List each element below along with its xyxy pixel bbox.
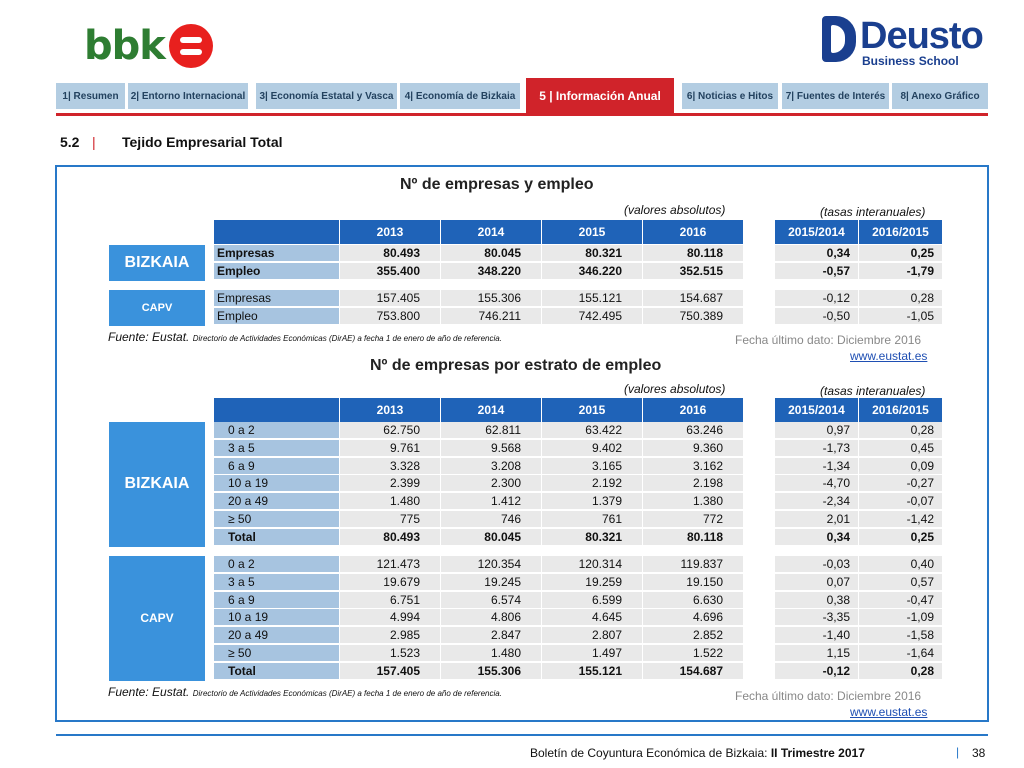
table2-cell-rate: -0,03 <box>775 556 859 573</box>
table1-region-bizkaia: BIZKAIA <box>109 245 205 281</box>
table2-header-blank <box>214 398 340 422</box>
table1-cell-value: 154.687 <box>643 290 744 307</box>
table2-cell-rate: -2,34 <box>775 493 859 510</box>
table2-cell-value: 746 <box>441 511 542 528</box>
table2-cell-rate: -1,58 <box>859 627 943 644</box>
table2-cell-value: 9.568 <box>441 440 542 457</box>
table2-cell-value: 63.422 <box>542 422 643 439</box>
table2-cell-rate: -1,40 <box>775 627 859 644</box>
deusto-logo-subtitle: Business School <box>862 54 959 68</box>
deusto-d-icon <box>822 16 856 62</box>
table2-rate-row <box>775 645 943 662</box>
table2-row-label: ≥ 50 <box>214 645 340 662</box>
table2-cell-value: 4.645 <box>542 609 643 626</box>
table1-eustat-link[interactable]: www.eustat.es <box>850 349 928 363</box>
table2-rate-row <box>775 440 943 457</box>
table2-row <box>214 663 744 680</box>
table2-cell-rate: 0,09 <box>859 458 943 475</box>
footer-quarter: II Trimestre 2017 <box>770 746 865 760</box>
table2-header-years <box>214 398 744 422</box>
table2-row <box>214 493 744 510</box>
table2-cell-value: 6.630 <box>643 592 744 609</box>
table2-cell-value: 63.246 <box>643 422 744 439</box>
table2-row-label: ≥ 50 <box>214 511 340 528</box>
table2-row-label: 3 a 5 <box>214 440 340 457</box>
table2-row <box>214 574 744 591</box>
table1-cell-rate: 0,34 <box>775 245 859 262</box>
table2-cell-value: 2.807 <box>542 627 643 644</box>
table2-cell-rate: -1,73 <box>775 440 859 457</box>
table2-row-label: Total <box>214 663 340 680</box>
table1-cell-rate: -0,12 <box>775 290 859 307</box>
table2-cell-value: 120.314 <box>542 556 643 573</box>
table2-cell-value: 772 <box>643 511 744 528</box>
table2-cell-value: 1.380 <box>643 493 744 510</box>
table1-header-year: 2015 <box>542 220 643 244</box>
table1-header-rates <box>775 220 943 244</box>
table2-source-detail: Directorio de Actividades Económicas (DirAE) a fecha 1 de enero de año de referencia. <box>192 689 502 698</box>
table1-row <box>214 290 744 307</box>
nav-tab-3[interactable]: 3| Economía Estatal y Vasca <box>256 83 397 109</box>
bbk-logo-text: bbk <box>84 23 165 69</box>
table2-rate-row <box>775 511 943 528</box>
table2-cell-rate: -4,70 <box>775 475 859 492</box>
table2-row <box>214 556 744 573</box>
table1-row-label: Empleo <box>214 263 340 280</box>
table1-header-year: 2014 <box>441 220 542 244</box>
table2-cell-rate: -0,12 <box>775 663 859 680</box>
table2-cell-value: 6.751 <box>340 592 441 609</box>
nav-tab-7[interactable]: 7| Fuentes de Interés <box>782 83 889 109</box>
table1-cell-rate: 0,28 <box>859 290 943 307</box>
table1-cell-value: 746.211 <box>441 308 542 325</box>
table2-rate-row <box>775 458 943 475</box>
table1-row-label: Empresas <box>214 245 340 262</box>
table2-cell-value: 9.402 <box>542 440 643 457</box>
table2-cell-value: 19.259 <box>542 574 643 591</box>
table2-cell-value: 3.162 <box>643 458 744 475</box>
table2-cell-value: 121.473 <box>340 556 441 573</box>
table1-cell-rate: -0,57 <box>775 263 859 280</box>
table1-source-detail: Directorio de Actividades Económicas (DirAE) a fecha 1 de enero de año de referencia. <box>192 334 502 343</box>
footer-divider <box>56 734 988 736</box>
table2-row <box>214 529 744 546</box>
footer-separator: | <box>956 745 960 759</box>
table2-header-year: 2014 <box>441 398 542 422</box>
table2-units-left: (valores absolutos) <box>624 382 726 396</box>
table2-cell-value: 2.300 <box>441 475 542 492</box>
table1-cell-value: 80.321 <box>542 245 643 262</box>
nav-tab-5[interactable]: 5 | Información Anual <box>526 78 674 114</box>
table1-cell-value: 346.220 <box>542 263 643 280</box>
table2-row <box>214 627 744 644</box>
table2-cell-value: 6.599 <box>542 592 643 609</box>
table2-cell-value: 761 <box>542 511 643 528</box>
section-number: 5.2 <box>60 134 80 150</box>
table2-cell-value: 4.994 <box>340 609 441 626</box>
table2-header-rates <box>775 398 943 422</box>
table2-rate-row <box>775 556 943 573</box>
table2-header-rate: 2016/2015 <box>859 398 943 422</box>
table2-cell-value: 4.806 <box>441 609 542 626</box>
table2-cell-value: 155.121 <box>542 663 643 680</box>
table2-eustat-link[interactable]: www.eustat.es <box>850 705 928 719</box>
table2-cell-value: 1.412 <box>441 493 542 510</box>
table2-cell-rate: -0,07 <box>859 493 943 510</box>
table2-row <box>214 592 744 609</box>
table1-cell-rate: -1,05 <box>859 308 943 325</box>
table2-header-year: 2016 <box>643 398 744 422</box>
table2-cell-value: 119.837 <box>643 556 744 573</box>
table2-cell-rate: 0,57 <box>859 574 943 591</box>
table1-cell-value: 155.306 <box>441 290 542 307</box>
table2-rate-row <box>775 475 943 492</box>
nav-tab-1[interactable]: 1| Resumen <box>56 83 125 109</box>
table1-row <box>214 308 744 325</box>
section-nav <box>56 82 988 116</box>
table2-cell-rate: -1,64 <box>859 645 943 662</box>
table2-source <box>108 685 502 699</box>
table2-header-year: 2013 <box>340 398 441 422</box>
table2-row-label: 20 a 49 <box>214 493 340 510</box>
section-separator: | <box>92 134 96 150</box>
table2-cell-value: 120.354 <box>441 556 542 573</box>
table1-header-rate: 2016/2015 <box>859 220 943 244</box>
table2-cell-rate: -1,42 <box>859 511 943 528</box>
table2-row <box>214 475 744 492</box>
nav-divider <box>56 113 988 116</box>
nav-tab-6[interactable]: 6| Noticias e Hitos <box>682 83 778 109</box>
table2-cell-rate: 0,38 <box>775 592 859 609</box>
table2-cell-rate: 0,28 <box>859 422 943 439</box>
table2-cell-value: 80.321 <box>542 529 643 546</box>
table1-title: Nº de empresas y empleo <box>400 176 594 193</box>
table1-cell-value: 355.400 <box>340 263 441 280</box>
table2-row-label: 6 a 9 <box>214 458 340 475</box>
table2-cell-rate: 0,34 <box>775 529 859 546</box>
table1-row <box>214 263 744 280</box>
table2-region-capv: CAPV <box>109 556 205 681</box>
table1-row-label: Empresas <box>214 290 340 307</box>
table2-cell-value: 3.208 <box>441 458 542 475</box>
table2-cell-rate: 0,07 <box>775 574 859 591</box>
table2-cell-value: 2.399 <box>340 475 441 492</box>
table2-cell-value: 19.679 <box>340 574 441 591</box>
deusto-logo-text: Deusto <box>860 15 983 57</box>
table2-cell-value: 2.198 <box>643 475 744 492</box>
bbk-logo <box>84 24 213 68</box>
table2-cell-value: 62.750 <box>340 422 441 439</box>
table2-cell-value: 9.761 <box>340 440 441 457</box>
table2-cell-value: 775 <box>340 511 441 528</box>
table2-cell-value: 4.696 <box>643 609 744 626</box>
table2-date-note: Fecha último dato: Diciembre 2016 <box>735 689 922 703</box>
table2-rate-row <box>775 663 943 680</box>
table2-rate-row <box>775 609 943 626</box>
footer-bulletin <box>530 746 865 760</box>
table2-source-label: Fuente: Eustat. <box>108 685 190 699</box>
table1-cell-value: 750.389 <box>643 308 744 325</box>
table2-cell-value: 154.687 <box>643 663 744 680</box>
table2-cell-rate: -1,09 <box>859 609 943 626</box>
table2-cell-rate: 0,40 <box>859 556 943 573</box>
table2-cell-value: 3.165 <box>542 458 643 475</box>
table2-cell-value: 2.192 <box>542 475 643 492</box>
section-title: Tejido Empresarial Total <box>122 134 283 150</box>
table2-row <box>214 609 744 626</box>
table1-cell-value: 352.515 <box>643 263 744 280</box>
table1-date-note: Fecha último dato: Diciembre 2016 <box>735 333 922 347</box>
table2-cell-value: 62.811 <box>441 422 542 439</box>
deusto-logo <box>820 14 983 70</box>
table1-region-capv: CAPV <box>109 290 205 326</box>
table2-header-rate: 2015/2014 <box>775 398 859 422</box>
table2-cell-rate: 0,25 <box>859 529 943 546</box>
table1-row <box>214 245 744 262</box>
table1-cell-value: 80.118 <box>643 245 744 262</box>
table2-row-label: 20 a 49 <box>214 627 340 644</box>
table2-row <box>214 440 744 457</box>
table2-region-bizkaia: BIZKAIA <box>109 422 205 547</box>
table2-cell-value: 3.328 <box>340 458 441 475</box>
table2-cell-rate: 0,28 <box>859 663 943 680</box>
table2-cell-rate: -0,47 <box>859 592 943 609</box>
table1-source <box>108 330 502 344</box>
table1-header-year: 2013 <box>340 220 441 244</box>
table2-row-label: 0 a 2 <box>214 556 340 573</box>
table2-header-year: 2015 <box>542 398 643 422</box>
table1-header-years <box>214 220 744 244</box>
table2-cell-value: 155.306 <box>441 663 542 680</box>
table2-cell-value: 6.574 <box>441 592 542 609</box>
nav-tab-4[interactable]: 4| Economía de Bizkaia <box>400 83 520 109</box>
table2-cell-value: 2.847 <box>441 627 542 644</box>
table2-row <box>214 511 744 528</box>
page-number: 38 <box>972 746 986 760</box>
table1-header-blank <box>214 220 340 244</box>
table1-rate-row <box>775 308 943 325</box>
table1-header-year: 2016 <box>643 220 744 244</box>
table2-rate-row <box>775 592 943 609</box>
table2-cell-rate: 0,97 <box>775 422 859 439</box>
table2-cell-value: 1.480 <box>340 493 441 510</box>
table2-rate-row <box>775 627 943 644</box>
table1-cell-rate: -1,79 <box>859 263 943 280</box>
table1-cell-value: 753.800 <box>340 308 441 325</box>
table2-units-right: (tasas interanuales) <box>820 384 926 398</box>
table1-source-label: Fuente: Eustat. <box>108 330 190 344</box>
table1-rate-row <box>775 263 943 280</box>
table2-cell-rate: 2,01 <box>775 511 859 528</box>
table2-rate-row <box>775 529 943 546</box>
table2-cell-rate: -3,35 <box>775 609 859 626</box>
table2-cell-value: 1.523 <box>340 645 441 662</box>
table2-row <box>214 422 744 439</box>
table2-cell-value: 80.493 <box>340 529 441 546</box>
table2-rate-row <box>775 493 943 510</box>
table2-row <box>214 458 744 475</box>
table1-cell-value: 348.220 <box>441 263 542 280</box>
table2-cell-value: 2.852 <box>643 627 744 644</box>
table1-units-left: (valores absolutos) <box>624 203 726 217</box>
table2-cell-value: 2.985 <box>340 627 441 644</box>
table1-row-label: Empleo <box>214 308 340 325</box>
nav-tab-2[interactable]: 2| Entorno Internacional <box>128 83 248 109</box>
table2-cell-value: 9.360 <box>643 440 744 457</box>
table2-cell-value: 80.045 <box>441 529 542 546</box>
table2-cell-value: 1.522 <box>643 645 744 662</box>
table2-cell-rate: 0,45 <box>859 440 943 457</box>
bbk-logo-mark-icon <box>169 24 213 68</box>
table2-cell-value: 1.497 <box>542 645 643 662</box>
table2-cell-value: 1.480 <box>441 645 542 662</box>
table2-row-label: 0 a 2 <box>214 422 340 439</box>
table1-cell-value: 80.493 <box>340 245 441 262</box>
table1-cell-value: 157.405 <box>340 290 441 307</box>
table1-units-right: (tasas interanuales) <box>820 205 926 219</box>
table1-cell-value: 742.495 <box>542 308 643 325</box>
table2-row-label: 10 a 19 <box>214 609 340 626</box>
table1-cell-rate: 0,25 <box>859 245 943 262</box>
table1-header-rate: 2015/2014 <box>775 220 859 244</box>
table2-cell-value: 157.405 <box>340 663 441 680</box>
table2-row-label: 6 a 9 <box>214 592 340 609</box>
table2-rate-row <box>775 574 943 591</box>
table1-cell-rate: -0,50 <box>775 308 859 325</box>
nav-tab-8[interactable]: 8| Anexo Gráfico <box>892 83 988 109</box>
table2-cell-value: 1.379 <box>542 493 643 510</box>
table2-cell-rate: -0,27 <box>859 475 943 492</box>
table2-cell-value: 19.150 <box>643 574 744 591</box>
table2-row <box>214 645 744 662</box>
table1-rate-row <box>775 245 943 262</box>
table2-title: Nº de empresas por estrato de empleo <box>370 357 662 374</box>
table2-row-label: Total <box>214 529 340 546</box>
table2-row-label: 3 a 5 <box>214 574 340 591</box>
table2-cell-value: 80.118 <box>643 529 744 546</box>
table2-rate-row <box>775 422 943 439</box>
table2-row-label: 10 a 19 <box>214 475 340 492</box>
table1-cell-value: 80.045 <box>441 245 542 262</box>
table2-cell-value: 19.245 <box>441 574 542 591</box>
table1-cell-value: 155.121 <box>542 290 643 307</box>
table2-cell-rate: 1,15 <box>775 645 859 662</box>
table2-cell-rate: -1,34 <box>775 458 859 475</box>
footer-text: Boletín de Coyuntura Económica de Bizkaia: <box>530 746 768 760</box>
table1-rate-row <box>775 290 943 307</box>
